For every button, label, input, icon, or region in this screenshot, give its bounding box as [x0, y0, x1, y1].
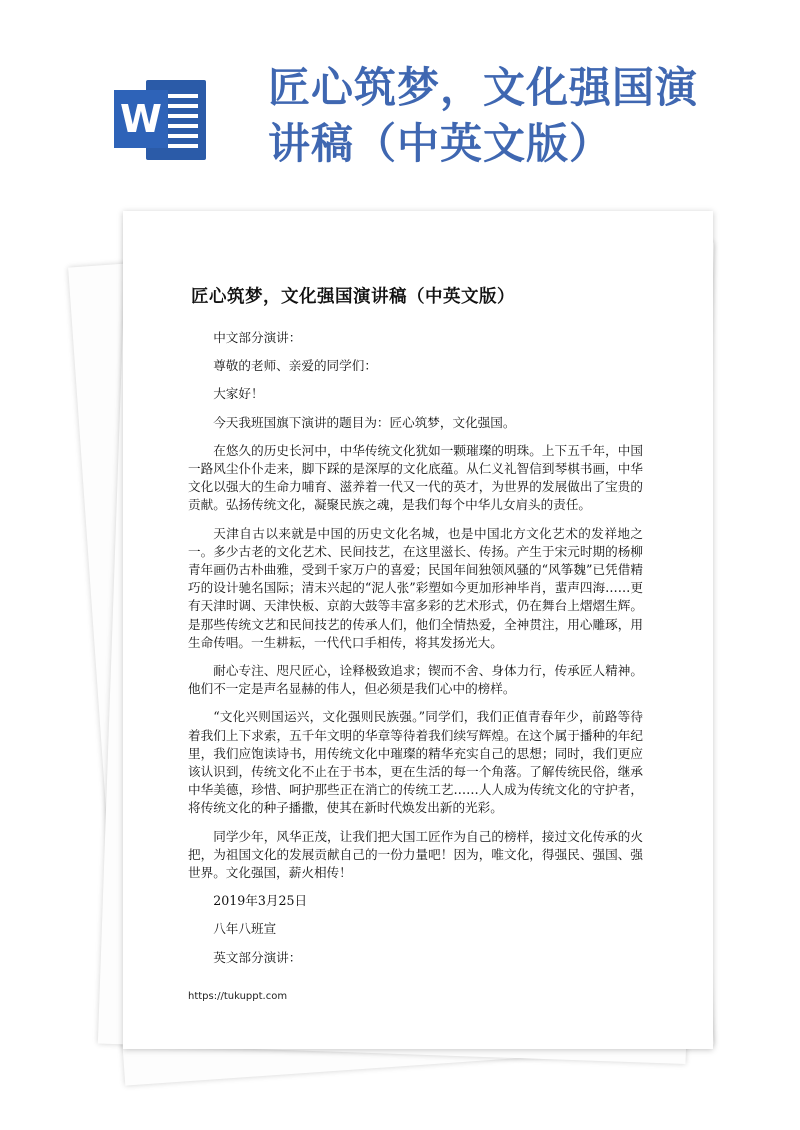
paragraph: 在悠久的历史长河中，中华传统文化犹如一颗璀璨的明珠。上下五千年，中国一路风尘仆仆走来，脚下踩的是深厚的文化底蕴。从仁义礼智信到琴棋书画，中华文化以强大的生命力哺育、滋养着一代又一代的英才，为世界的发展做出了宝贵的贡献。弘扬传统文化，凝聚民族之魂，是我们每个中华儿女肩头的责任。: [188, 442, 643, 513]
signature-line: 八年八班宣: [213, 921, 277, 937]
document-title: 匠心筑梦，文化强国演讲稿（中英文版）: [191, 287, 515, 307]
header-banner: [0, 0, 800, 210]
paragraph: 天津自古以来就是中国的历史文化名城，也是中国北方文化艺术的发祥地之一。多少古老的文化艺术、民间技艺，在这里滋长、传扬。产生于宋元时期的杨柳青年画仍古朴曲雅，受到千家万户的喜爱；民国年间独领风骚的“风筝魏”已凭借精巧的设计驰名国际；清末兴起的“泥人张”彩塑如今更加形神毕肖，蜚声四海……更有天津时调、天津快板、京韵大鼓等丰富多彩的艺术形式，仍在舞台上熠熠生辉。是那些传统文艺和民间技艺的传承人们，他们全情热爱，全神贯注，用心雕琢，用生命传唱。一生耕耘，一代代口手相传，将其发扬光大。: [188, 525, 643, 650]
header-title-line2: 讲稿（中英文版）: [268, 119, 613, 168]
header-title-line1: 匠心筑梦，文化强国演: [268, 63, 699, 112]
paragraph: “文化兴则国运兴，文化强则民族强。”同学们，我们正值青春年少，前路等待着我们上下求索，五千年文明的华章等待着我们续写辉煌。在这个属于播种的年纪里，我们应饱读诗书，用传统文化中璀璨的精华充实自己的思想；同时，我们更应该认识到，传统文化不止在于书本，更在生活的每一个角落。了解传统民俗，继承中华美德，珍惜、呵护那些正在消亡的传统工艺……人人成为传统文化的守护者，将传统文化的种子播撒，使其在新时代焕发出新的光彩。: [188, 709, 643, 816]
paragraph: 同学少年，风华正茂，让我们把大国工匠作为自己的榜样，接过文化传承的火把，为祖国文化的发展贡献自己的一份力量吧！因为，唯文化，得强民、强国、强世界。文化强国，薪火相传！: [188, 828, 643, 881]
paragraph: 尊敬的老师、亲爱的同学们：: [213, 358, 377, 374]
paragraph: 英文部分演讲：: [213, 949, 302, 965]
footer-url: https://tukuppt.com: [188, 991, 288, 1002]
paragraph: 耐心专注、咫尺匠心，诠释极致追求；锲而不舍、身体力行，传承匠人精神。他们不一定是声名显赫的伟人，但必须是我们心中的榜样。: [188, 663, 643, 697]
paragraph: 中文部分演讲：: [213, 330, 302, 345]
document-body: [188, 329, 643, 977]
word-document-icon: [112, 74, 212, 166]
paragraph: 大家好！: [213, 386, 264, 402]
date-line: 2019年3月25日: [213, 893, 308, 909]
paragraph: 今天我班国旗下演讲的题目为：匠心筑梦，文化强国。: [213, 414, 516, 430]
word-logo-letter: W: [120, 97, 162, 141]
document-page: [123, 211, 713, 1049]
header-title: [268, 60, 788, 172]
